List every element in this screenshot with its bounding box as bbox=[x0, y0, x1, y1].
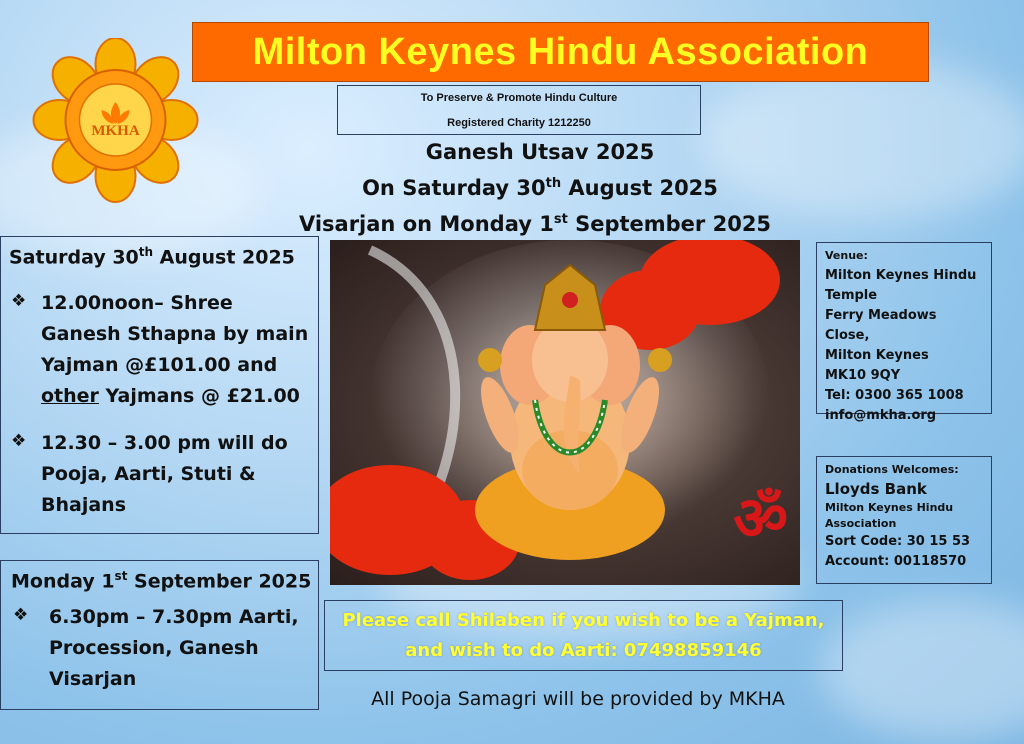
venue-box bbox=[816, 242, 992, 423]
event-date: On Saturday 30th August 2025 bbox=[362, 176, 718, 200]
donations-label: Donations Welcomes: bbox=[825, 463, 959, 476]
banner-title: Milton Keynes Hindu Association bbox=[252, 30, 869, 73]
venue-line: MK10 9QY bbox=[825, 368, 901, 383]
venue-line: Ferry Meadows Close, bbox=[825, 308, 937, 343]
charity-number: Registered Charity 1212250 bbox=[447, 117, 591, 129]
list-item bbox=[11, 602, 318, 695]
account-name: Milton Keynes Hindu Association bbox=[825, 501, 954, 530]
sort-code: Sort Code: 30 15 53 bbox=[825, 534, 971, 549]
venue-email: info@mkha.org bbox=[825, 408, 937, 423]
diamond-bullet-icon: ❖ bbox=[13, 605, 29, 626]
venue-label: Venue: bbox=[825, 249, 868, 262]
saturday-item-pooja: 12.30 – 3.00 pm will do Pooja, Aarti, Stuti & Bhajans bbox=[41, 432, 288, 517]
call-line-1: Please call Shilaben if you wish to be a Yajman, bbox=[342, 610, 825, 631]
event-title: Ganesh Utsav 2025 bbox=[425, 140, 655, 164]
donations-box bbox=[816, 456, 992, 584]
account-number: Account: 00118570 bbox=[825, 554, 967, 569]
list-item bbox=[9, 288, 318, 412]
footer-note: All Pooja Samagri will be provided by MKHA bbox=[371, 688, 785, 710]
call-to-action-box bbox=[324, 600, 843, 671]
saturday-schedule bbox=[0, 236, 319, 534]
association-banner bbox=[192, 22, 929, 82]
om-symbol-icon: ॐ bbox=[733, 484, 788, 554]
diamond-bullet-icon: ❖ bbox=[11, 291, 27, 312]
monday-title: Monday 1st September 2025 bbox=[11, 569, 312, 593]
visarjan-date: Visarjan on Monday 1st September 2025 bbox=[298, 212, 772, 236]
monday-schedule bbox=[0, 560, 319, 710]
monday-item-visarjan: 6.30pm – 7.30pm Aarti, Procession, Ganesh Visarjan bbox=[49, 606, 299, 691]
call-line-2: and wish to do Aarti: 07498859146 bbox=[405, 640, 762, 661]
venue-line: Milton Keynes Hindu Temple bbox=[825, 268, 977, 303]
venue-line: Milton Keynes bbox=[825, 348, 929, 363]
diamond-bullet-icon: ❖ bbox=[11, 431, 27, 452]
list-item bbox=[9, 428, 318, 521]
saturday-title: Saturday 30th August 2025 bbox=[9, 245, 295, 269]
venue-phone: Tel: 0300 365 1008 bbox=[825, 388, 964, 403]
mkha-logo bbox=[28, 38, 203, 203]
cloud-decoration bbox=[820, 600, 1024, 740]
bank-name: Lloyds Bank bbox=[825, 480, 927, 498]
tagline-text: To Preserve & Promote Hindu Culture bbox=[420, 92, 618, 104]
event-headline bbox=[260, 136, 820, 240]
tagline-box bbox=[337, 85, 701, 135]
ganesh-image bbox=[330, 240, 800, 585]
logo-text: MKHA bbox=[91, 123, 140, 139]
saturday-item-sthapna: 12.00noon– Shree Ganesh Sthapna by main Yajman @£101.00 and other Yajmans @ £21.00 bbox=[41, 292, 309, 408]
